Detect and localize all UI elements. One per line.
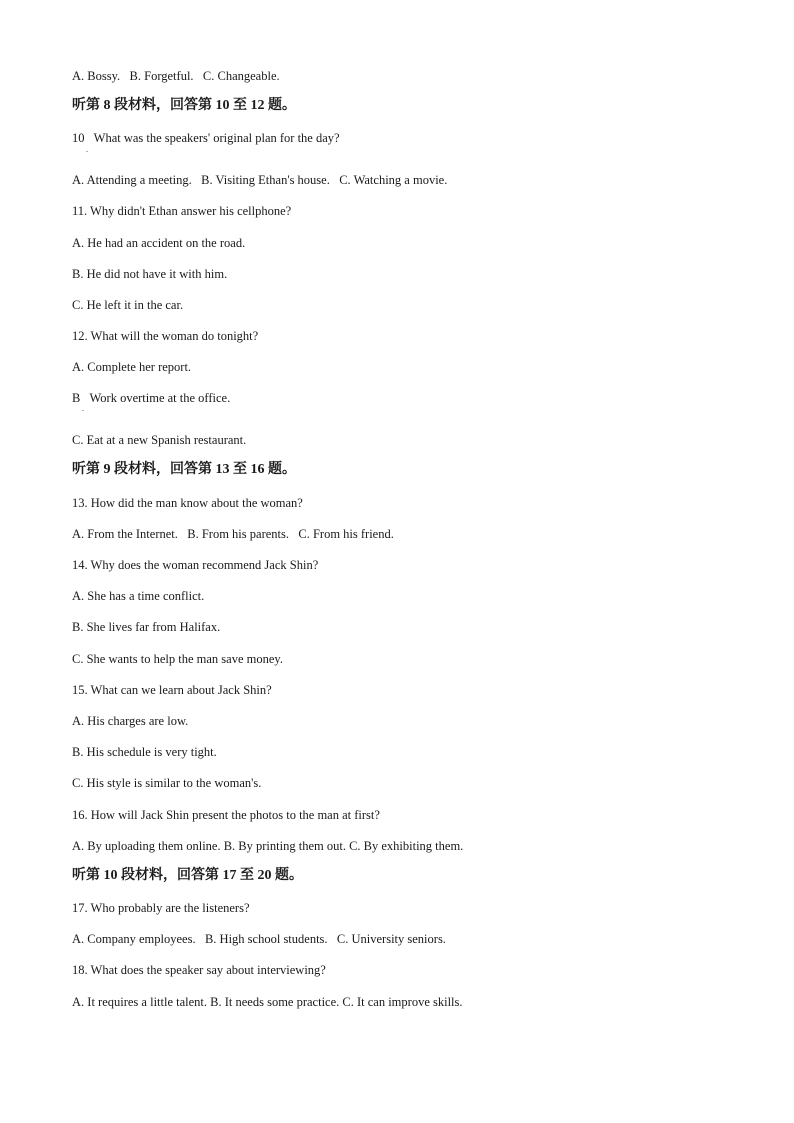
option-line-q9: A. Bossy. B. Forgetful. C. Changeable.: [72, 69, 280, 83]
question-15: 15. What can we learn about Jack Shin?: [72, 683, 272, 697]
question-11: 11. Why didn't Ethan answer his cellphone?: [72, 204, 292, 218]
options-q17: A. Company employees. B. High school students. C. University seniors.: [72, 932, 446, 946]
option-14b: B. She lives far from Halifax.: [72, 620, 221, 634]
question-18: 18. What does the speaker say about interviewing?: [72, 963, 326, 977]
option-12c: C. Eat at a new Spanish restaurant.: [72, 433, 247, 447]
options-q13: A. From the Internet. B. From his parents. C. From his friend.: [72, 527, 394, 541]
question-14: 14. Why does the woman recommend Jack Shin?: [72, 558, 319, 572]
option-14a: A. She has a time conflict.: [72, 589, 205, 603]
punctuation-mark: .: [86, 145, 88, 154]
option-15b: B. His schedule is very tight.: [72, 745, 217, 759]
option-15c: C. His style is similar to the woman's.: [72, 776, 262, 790]
option-15a: A. His charges are low.: [72, 714, 189, 728]
options-q18: A. It requires a little talent. B. It needs some practice. C. It can improve skills.: [72, 995, 463, 1009]
question-13: 13. How did the man know about the woman?: [72, 496, 303, 510]
section-heading-9: 听第 9 段材料，回答第 13 至 16 题。: [72, 462, 296, 477]
punctuation-mark: .: [82, 404, 84, 413]
question-17: 17. Who probably are the listeners?: [72, 901, 250, 915]
options-q16: A. By uploading them online. B. By printing them out. C. By exhibiting them.: [72, 839, 464, 853]
option-11b: B. He did not have it with him.: [72, 267, 228, 281]
option-11c: C. He left it in the car.: [72, 298, 184, 312]
options-q10: A. Attending a meeting. B. Visiting Ethan's house. C. Watching a movie.: [72, 173, 448, 187]
section-heading-8: 听第 8 段材料，回答第 10 至 12 题。: [72, 98, 296, 113]
option-11a: A. He had an accident on the road.: [72, 236, 246, 250]
option-12a: A. Complete her report.: [72, 360, 192, 374]
option-14c: C. She wants to help the man save money.: [72, 652, 283, 666]
question-16: 16. How will Jack Shin present the photos to the man at first?: [72, 808, 380, 822]
section-heading-10: 听第 10 段材料，回答第 17 至 20 题。: [72, 868, 303, 883]
question-10: 10 What was the speakers' original plan for the day?: [72, 131, 340, 145]
option-12b: B Work overtime at the office.: [72, 391, 231, 405]
question-12: 12. What will the woman do tonight?: [72, 329, 259, 343]
